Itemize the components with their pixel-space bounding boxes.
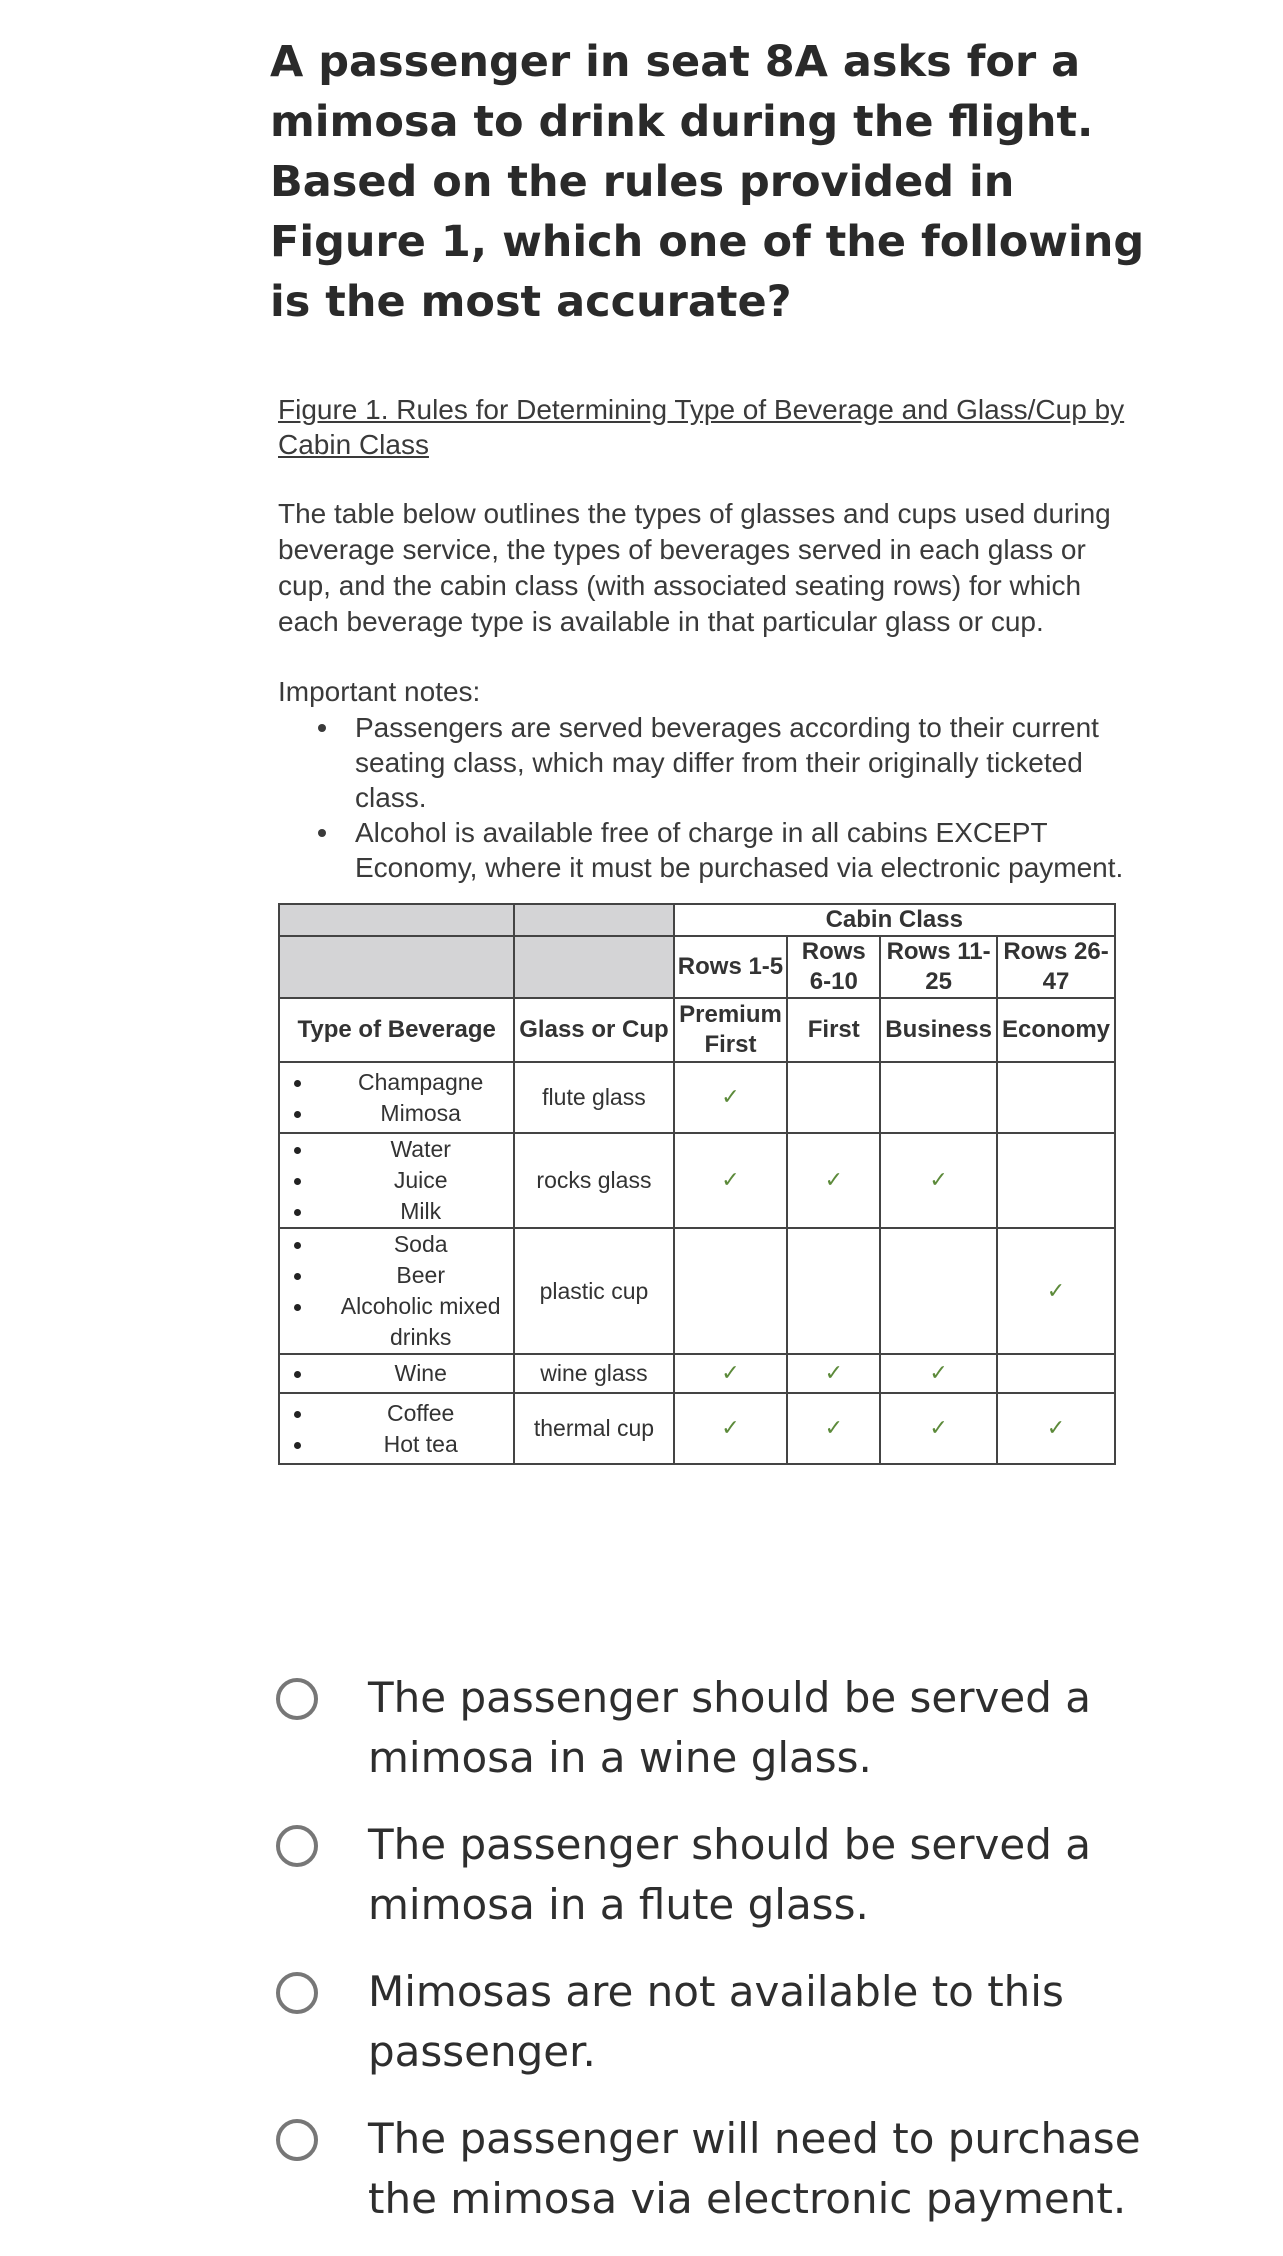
blank-header-cell [279, 936, 514, 998]
class-header: Premium First [674, 998, 788, 1062]
radio-button[interactable] [276, 2119, 318, 2161]
beverage-cell [279, 1062, 514, 1133]
option-label[interactable]: The passenger should be served a mimosa in a flute glass. [368, 1820, 1091, 1929]
class-header: Economy [997, 998, 1115, 1062]
notes-heading: Important notes: [278, 676, 481, 707]
check-icon: ✓ [929, 1416, 948, 1441]
class-header: Business [880, 998, 997, 1062]
option-label[interactable]: The passenger should be served a mimosa in a wine glass. [368, 1673, 1091, 1782]
rows-header: Rows 11-25 [880, 936, 997, 998]
figure-description: The table below outlines the types of glasses and cups used during beverage service, the types of beverages served in each glass or cup, and the cabin class (with associated seating rows) for which each beverage type is available in that particular glass or cup. [278, 498, 1111, 637]
beverage-item: Water [328, 1134, 513, 1165]
figure-title: Figure 1. Rules for Determining Type of Beverage and Glass/Cup by Cabin Class [278, 394, 1125, 460]
availability-cell [787, 1354, 880, 1393]
beverage-item: Hot tea [328, 1429, 513, 1460]
answer-option[interactable] [274, 1668, 1174, 1788]
glass-cell: wine glass [514, 1354, 673, 1393]
beverage-cell [279, 1133, 514, 1228]
check-icon: ✓ [929, 1168, 948, 1193]
beverage-item: Beer [328, 1260, 513, 1291]
check-icon: ✓ [824, 1168, 843, 1193]
beverage-item: Wine [328, 1358, 513, 1389]
availability-cell [880, 1228, 997, 1354]
beverage-cell [279, 1393, 514, 1464]
rows-header: Rows 1-5 [674, 936, 788, 998]
table-row [279, 1354, 1115, 1393]
availability-cell [880, 1393, 997, 1464]
rows-header: Rows 6-10 [787, 936, 880, 998]
check-icon: ✓ [721, 1416, 740, 1441]
note-item: Alcohol is available free of charge in all cabins EXCEPT Economy, where it must be purchased via electronic payment. [355, 815, 1138, 885]
rows-header: Rows 26-47 [997, 936, 1115, 998]
glass-cell: plastic cup [514, 1228, 673, 1354]
beverage-cell [279, 1354, 514, 1393]
note-item: Passengers are served beverages according to their current seating class, which may differ from their originally ticketed class. [355, 710, 1138, 815]
availability-cell [674, 1228, 788, 1354]
check-icon: ✓ [1046, 1278, 1066, 1304]
table-row [279, 1393, 1115, 1464]
answer-option[interactable] [274, 1815, 1174, 1935]
answer-option[interactable] [274, 1962, 1174, 2082]
question-text: A passenger in seat 8A asks for a mimosa to drink during the flight. Based on the rules provided in Figure 1, which one of the following is the most accurate? [270, 37, 1145, 327]
availability-cell [997, 1062, 1115, 1133]
radio-button[interactable] [276, 1678, 318, 1720]
availability-cell [674, 1133, 788, 1228]
beverage-column-header: Type of Beverage [279, 998, 514, 1062]
beverage-item: Alcoholic mixed drinks [328, 1291, 513, 1353]
blank-header-cell [514, 904, 673, 936]
availability-cell [880, 1062, 997, 1133]
table-row [279, 1228, 1115, 1354]
availability-cell [787, 1228, 880, 1354]
availability-cell [997, 1133, 1115, 1228]
glass-cell: thermal cup [514, 1393, 673, 1464]
check-icon: ✓ [824, 1361, 843, 1386]
beverage-item: Milk [328, 1196, 513, 1227]
check-icon: ✓ [824, 1416, 843, 1441]
availability-cell [880, 1354, 997, 1393]
table-row [279, 1062, 1115, 1133]
glass-column-header: Glass or Cup [514, 998, 673, 1062]
beverage-item: Juice [328, 1165, 513, 1196]
rules-table [278, 903, 1116, 1465]
option-label[interactable]: Mimosas are not available to this passenger. [368, 1967, 1064, 2076]
answer-option[interactable] [274, 2109, 1174, 2229]
answer-options [274, 1668, 1174, 2256]
beverage-item: Coffee [328, 1398, 513, 1429]
availability-cell [674, 1062, 788, 1133]
beverage-item: Champagne [328, 1067, 513, 1098]
beverage-item: Mimosa [328, 1098, 513, 1129]
check-icon: ✓ [929, 1361, 948, 1386]
glass-cell: flute glass [514, 1062, 673, 1133]
cabin-class-header: Cabin Class [674, 904, 1115, 936]
availability-cell [787, 1393, 880, 1464]
availability-cell [674, 1393, 788, 1464]
availability-cell [997, 1228, 1115, 1354]
availability-cell [674, 1354, 788, 1393]
check-icon: ✓ [721, 1361, 740, 1386]
option-label[interactable]: The passenger will need to purchase the mimosa via electronic payment. [368, 2114, 1141, 2223]
radio-button[interactable] [276, 1972, 318, 2014]
radio-button[interactable] [276, 1825, 318, 1867]
availability-cell [880, 1133, 997, 1228]
notes-list [278, 710, 1138, 885]
availability-cell [997, 1354, 1115, 1393]
beverage-cell [279, 1228, 514, 1354]
beverage-item: Soda [328, 1229, 513, 1260]
blank-header-cell [514, 936, 673, 998]
availability-cell [787, 1133, 880, 1228]
blank-header-cell [279, 904, 514, 936]
class-header: First [787, 998, 880, 1062]
glass-cell: rocks glass [514, 1133, 673, 1228]
availability-cell [997, 1393, 1115, 1464]
check-icon: ✓ [721, 1085, 740, 1110]
availability-cell [787, 1062, 880, 1133]
check-icon: ✓ [721, 1168, 740, 1193]
figure-1 [278, 392, 1138, 1465]
check-icon: ✓ [1046, 1416, 1066, 1441]
table-row [279, 1133, 1115, 1228]
